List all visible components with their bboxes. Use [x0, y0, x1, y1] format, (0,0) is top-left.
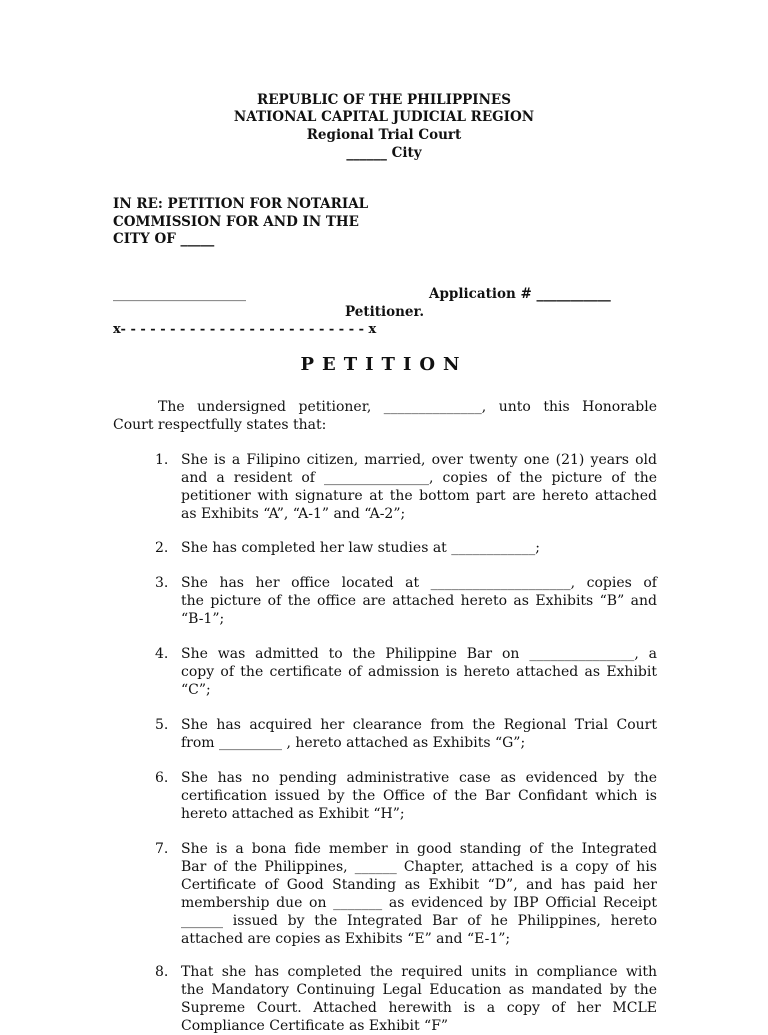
item-line: membership due on _______ as evidenced by IBP Official Receipt [181, 895, 657, 911]
caption-divider: x- - - - - - - - - - - - - - - - - - - - - - - - - x [113, 322, 377, 337]
item-number: 7. [155, 841, 169, 857]
petitioner-name-blank: ___________________ [113, 286, 246, 302]
item-line: “C”; [181, 682, 211, 698]
item-line: attached are copies as Exhibits “E” and “E-1”; [181, 931, 511, 947]
list-item [155, 539, 657, 557]
header-court: Regional Trial Court [306, 127, 462, 143]
item-line: Compliance Certificate as Exhibit “F” [181, 1018, 449, 1034]
item-number: 3. [155, 575, 169, 591]
list-item [155, 574, 657, 628]
intro-line: Court respectfully states that: [113, 417, 327, 433]
list-item [155, 769, 657, 823]
document-title: PETITION [300, 354, 468, 375]
caption-line: CITY OF _____ [113, 231, 215, 247]
item-line: Bar of the Philippines, ______ Chapter, attached is a copy of his [181, 859, 657, 875]
item-number: 5. [155, 717, 169, 733]
item-line: “B-1”; [181, 611, 225, 627]
caption-line: IN RE: PETITION FOR NOTARIAL [113, 196, 369, 212]
item-number: 6. [155, 770, 169, 786]
list-item [155, 716, 657, 752]
item-line: She has her office located at ____________________, copies of [181, 575, 657, 591]
header-city: ______ City [346, 145, 422, 161]
caption-line: COMMISSION FOR AND IN THE [113, 213, 359, 230]
item-line: from _________ , hereto attached as Exhibits “G”; [181, 735, 526, 751]
item-line: Supreme Court. Attached herewith is a copy of her MCLE [181, 1000, 657, 1016]
item-line: and a resident of _______________, copies of the picture of the [181, 470, 657, 486]
item-line: She has no pending administrative case as evidenced by the [181, 770, 657, 786]
list-item [155, 963, 657, 1035]
item-line: Certificate of Good Standing as Exhibit “D”, and has paid her [181, 877, 657, 893]
item-number: 2. [155, 540, 169, 556]
header-region: NATIONAL CAPITAL JUDICIAL REGION [233, 109, 535, 125]
item-line: petitioner with signature at the bottom part are hereto attached [181, 488, 657, 504]
item-line: That she has completed the required units in compliance with [181, 964, 657, 980]
item-line: copy of the certificate of admission is hereto attached as Exhibit [181, 664, 657, 680]
item-line: She has acquired her clearance from the Regional Trial Court [181, 717, 657, 733]
application-number: Application # ___________ [429, 286, 611, 302]
item-line: the Mandatory Continuing Legal Education as mandated by the [181, 982, 657, 998]
item-line: She was admitted to the Philippine Bar on _______________, a [181, 646, 657, 662]
item-line: She has completed her law studies at ____________; [181, 540, 540, 556]
list-item [155, 840, 657, 948]
list-item [155, 451, 657, 523]
intro-line: The undersigned petitioner, ______________, unto this Honorable [158, 399, 657, 415]
allegations-list [155, 0, 657, 1034]
item-number: 4. [155, 646, 169, 662]
item-line: certification issued by the Office of the Bar Confidant which is [181, 788, 657, 804]
petitioner-label: Petitioner. [345, 304, 425, 320]
item-line: ______ issued by the Integrated Bar of he Philippines, hereto [181, 913, 657, 929]
item-line: as Exhibits “A”, “A-1” and “A-2”; [181, 506, 406, 522]
item-number: 8. [155, 964, 169, 980]
list-item [155, 645, 657, 699]
item-line: hereto attached as Exhibit “H”; [181, 806, 405, 822]
item-number: 1. [155, 452, 169, 468]
header-republic: REPUBLIC OF THE PHILIPPINES [257, 92, 511, 108]
item-line: She is a Filipino citizen, married, over twenty one (21) years old [181, 452, 657, 468]
item-line: the picture of the office are attached hereto as Exhibits “B” and [181, 593, 657, 609]
item-line: She is a bona fide member in good standing of the Integrated [181, 841, 657, 857]
